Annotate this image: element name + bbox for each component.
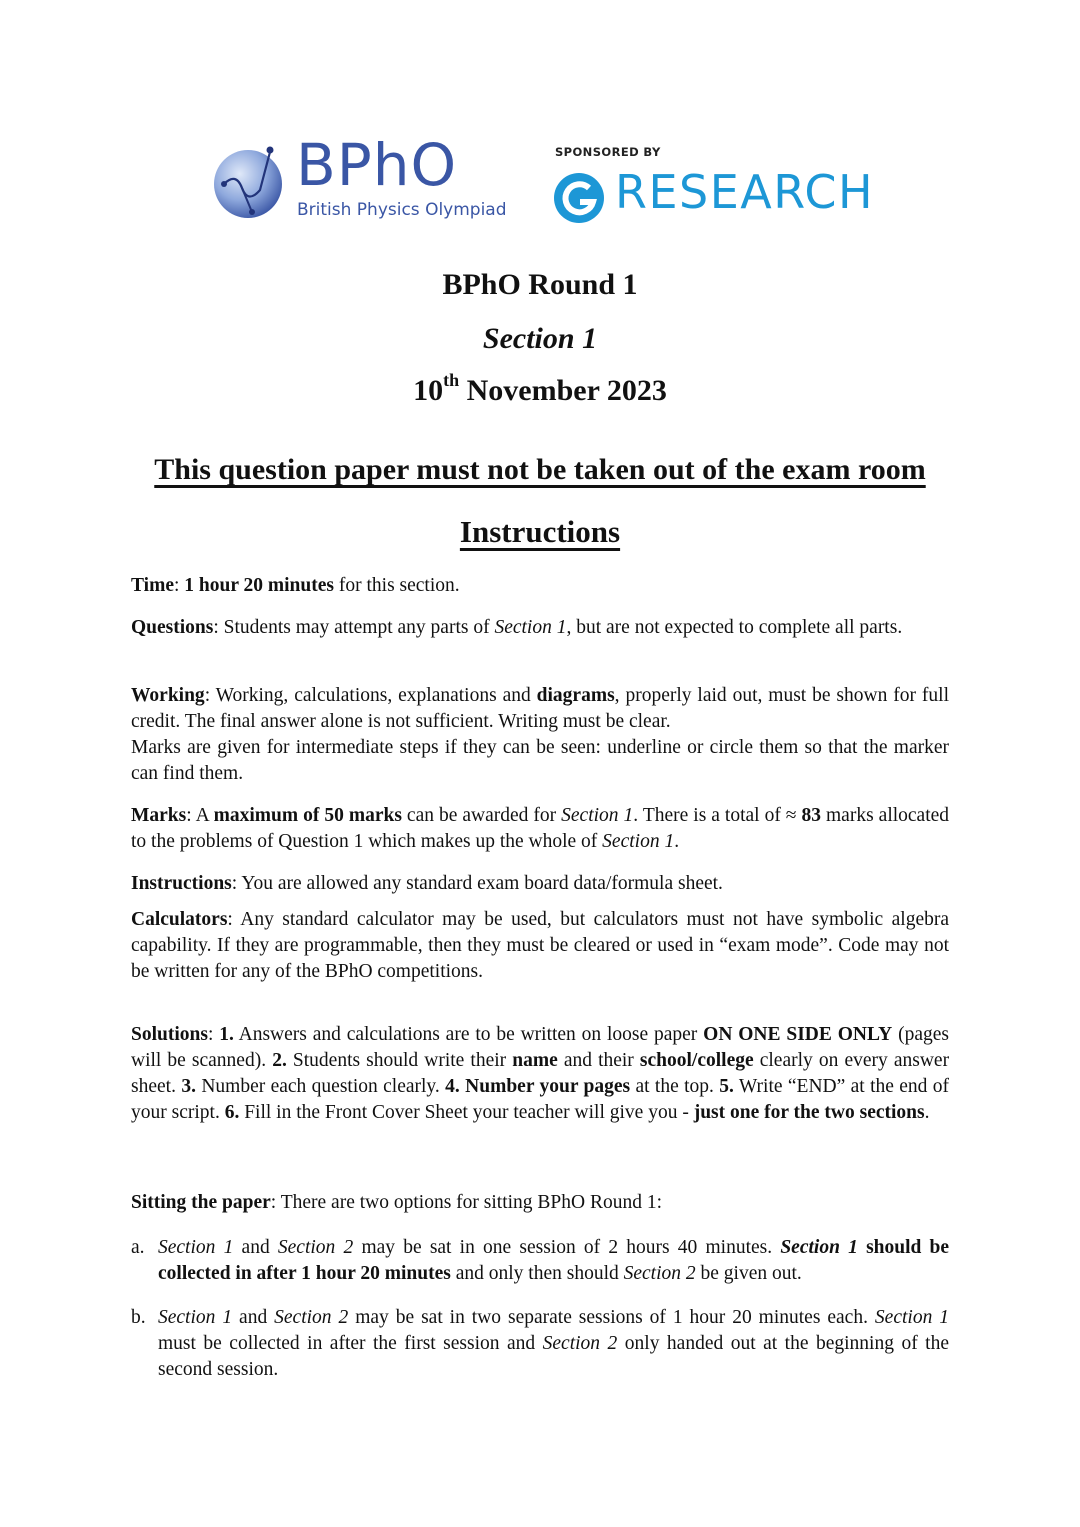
- solutions-text-2c: clearly on every answer sheet.: [131, 1050, 950, 1097]
- option-a-and: and: [241, 1237, 270, 1258]
- instructions-paragraph: Instructions: You are allowed any standard exam board data/formula sheet.: [131, 873, 723, 894]
- option-b-section2: Section 2: [274, 1307, 349, 1328]
- bpho-subtitle: British Physics Olympiad: [297, 200, 507, 220]
- calculators-text: Any standard calculator may be used, but calculators must not have symbolic algebra capability. If they are programmable, then they must be cleared or used in “exam mode”. Code may not be written for any of the BPhO competitions.: [131, 909, 949, 982]
- option-a-marker: a.: [131, 1237, 145, 1258]
- solutions-text-2: Students should write their: [292, 1050, 507, 1071]
- solutions-label: Solutions: [131, 1024, 208, 1045]
- marks-text-1: A: [195, 805, 209, 826]
- round-title: BPhO Round 1: [442, 268, 638, 301]
- questions-section-ref: Section 1: [494, 617, 567, 638]
- marks-text-3: . There is a total of ≈: [633, 805, 797, 826]
- calculators-paragraph: Calculators: Any standard calculator may be used, but calculators must not have symbolic algebra capability. If they are programmable, then they must be cleared or used in “exam mode”. Code may not be written for any of the BPhO competitions.: [131, 909, 949, 982]
- marks-section-ref-1: Section 1: [561, 805, 634, 826]
- solutions-name: name: [512, 1050, 558, 1071]
- option-b-marker: b.: [131, 1307, 146, 1328]
- option-b-text: [158, 1305, 949, 1383]
- solutions-num-1: 1.: [219, 1024, 234, 1045]
- solutions-one-side: ON ONE SIDE ONLY: [703, 1024, 893, 1045]
- sitting-option-a: [131, 1235, 949, 1287]
- solutions-num-3: 3.: [181, 1076, 196, 1097]
- questions-text-1: Students may attempt any parts of: [223, 617, 490, 638]
- solutions-text-6: Fill in the Front Cover Sheet your teacher will give you -: [244, 1102, 689, 1123]
- option-a-text-2: may be sat in one session of 2 hours 40 minutes.: [361, 1237, 773, 1258]
- option-a-bold-text: should be collected in after 1 hour 20 minutes: [158, 1237, 950, 1284]
- option-b-section1: Section 1: [158, 1307, 233, 1328]
- date-day: 10: [413, 374, 444, 407]
- solutions-paragraph: Solutions: 1. Answers and calculations are to be written on loose paper ON ONE SIDE ONLY (pages will be scanned). 2. Students should write their name and their school/college clearly on every answer sheet. 3. Number each question clearly. 4. Number your pages at the top. 5. Write “END” at the end of your script. 6. Fill in the Front Cover Sheet your teacher will give you - just one for the two sections.: [131, 1024, 950, 1123]
- sponsor-logo: [553, 143, 883, 233]
- option-a-section2-b: Section 2: [623, 1263, 696, 1284]
- questions-text-2: , but are not expected to complete all parts.: [566, 617, 903, 638]
- marks-section-ref-2: Section 1: [602, 831, 675, 852]
- sitting-label: Sitting the paper: [131, 1192, 271, 1213]
- bpho-logo: [212, 130, 522, 230]
- sitting-intro: There are two options for sitting BPhO Round 1:: [280, 1192, 663, 1213]
- solutions-text-4: at the top.: [635, 1076, 714, 1097]
- solutions-text-1: Answers and calculations are to be written on loose paper: [238, 1024, 698, 1045]
- option-b-section1-b: Section 1: [874, 1307, 950, 1328]
- bpho-wordmark: BPhO: [296, 131, 458, 199]
- solutions-num-2: 2.: [272, 1050, 287, 1071]
- solutions-num-5: 5.: [719, 1076, 734, 1097]
- option-b-section2-b: Section 2: [542, 1333, 618, 1354]
- exam-date: [0, 370, 1080, 408]
- solutions-text-1b: (pages will be scanned).: [131, 1024, 950, 1071]
- option-a-section1: Section 1: [158, 1237, 234, 1258]
- solutions-text-6b: .: [924, 1102, 930, 1123]
- working-text-1: Working, calculations, explanations and: [215, 685, 531, 706]
- option-b-text-2: may be sat in two separate sessions of 1 hour 20 minutes each.: [355, 1307, 868, 1328]
- marks-label: Marks: [131, 805, 187, 826]
- marks-maximum: maximum of 50 marks: [213, 805, 402, 826]
- option-a-bold-section1: Section 1: [780, 1237, 858, 1258]
- sitting-option-b: [131, 1305, 949, 1383]
- sponsor-name: RESEARCH: [615, 165, 875, 219]
- questions-paragraph: Questions: Students may attempt any parts of Section 1, but are not expected to complete all parts.: [131, 617, 903, 638]
- date-suffix: th: [443, 370, 460, 390]
- calculators-label: Calculators: [131, 909, 228, 930]
- option-b-text-4: only handed out at the beginning of the second session.: [158, 1333, 949, 1380]
- working-diagrams: diagrams: [536, 685, 615, 706]
- solutions-school: school/college: [639, 1050, 754, 1071]
- marks-text-4: marks allocated to the problems of Question 1 which makes up the whole of: [131, 805, 950, 852]
- solutions-text-2b: and their: [563, 1050, 634, 1071]
- solutions-num-4: 4.: [445, 1076, 460, 1097]
- g-research-icon: [553, 172, 605, 224]
- marks-text-5: .: [674, 831, 680, 852]
- time-rest: for this section.: [338, 575, 460, 596]
- time-value: 1 hour 20 minutes: [184, 575, 334, 596]
- time-label: Time: [131, 575, 174, 596]
- section-title: Section 1: [482, 322, 598, 355]
- instructions-heading: Instructions: [459, 514, 621, 549]
- option-a-section2: Section 2: [277, 1237, 354, 1258]
- solutions-text-5: Write “END” at the end of your script.: [131, 1076, 950, 1123]
- sponsor-label: SPONSORED BY: [555, 145, 661, 159]
- marks-paragraph: Marks: A maximum of 50 marks can be awarded for Section 1. There is a total of ≈ 83 marks allocated to the problems of Question 1 which makes up the whole of Section 1.: [131, 805, 950, 852]
- solutions-num-6: 6.: [224, 1102, 240, 1123]
- option-a-text-4: be given out.: [700, 1263, 802, 1284]
- solutions-number-pages: Number your pages: [465, 1076, 631, 1097]
- time-paragraph: Time: 1 hour 20 minutes for this section.: [131, 575, 460, 596]
- working-label: Working: [131, 685, 205, 706]
- solutions-one-cover: just one for the two sections: [693, 1102, 925, 1123]
- working-text-2: , properly laid out, must be shown for full credit. The final answer alone is not sufficient. Writing must be clear.: [131, 685, 949, 732]
- working-text-3: Marks are given for intermediate steps if they can be seen: underline or circle them so that the marker can find them.: [131, 737, 949, 784]
- option-b-text-3: must be collected in after the first session and: [158, 1333, 536, 1354]
- date-rest: November 2023: [466, 374, 667, 407]
- option-a-text: [158, 1235, 949, 1287]
- option-a-text-3: and only then should: [455, 1263, 619, 1284]
- instructions-text: You are allowed any standard exam board data/formula sheet.: [241, 873, 723, 894]
- solutions-text-3: Number each question clearly.: [201, 1076, 440, 1097]
- exam-room-warning: This question paper must not be taken out of the exam room: [154, 453, 926, 486]
- marks-total: 83: [801, 805, 822, 826]
- marks-text-2: can be awarded for: [406, 805, 557, 826]
- bpho-globe-icon: [212, 144, 288, 220]
- sitting-paragraph: Sitting the paper: There are two options for sitting BPhO Round 1:: [131, 1192, 663, 1213]
- instructions-label: Instructions: [131, 873, 232, 894]
- questions-label: Questions: [131, 617, 214, 638]
- working-paragraph: Working: Working, calculations, explanations and diagrams, properly laid out, must be shown for full credit. The final answer alone is not sufficient. Writing must be clear. Marks are given for intermediate steps if they can be seen: underline or circle them so that the marker can find them.: [131, 685, 949, 784]
- option-b-and: and: [239, 1307, 268, 1328]
